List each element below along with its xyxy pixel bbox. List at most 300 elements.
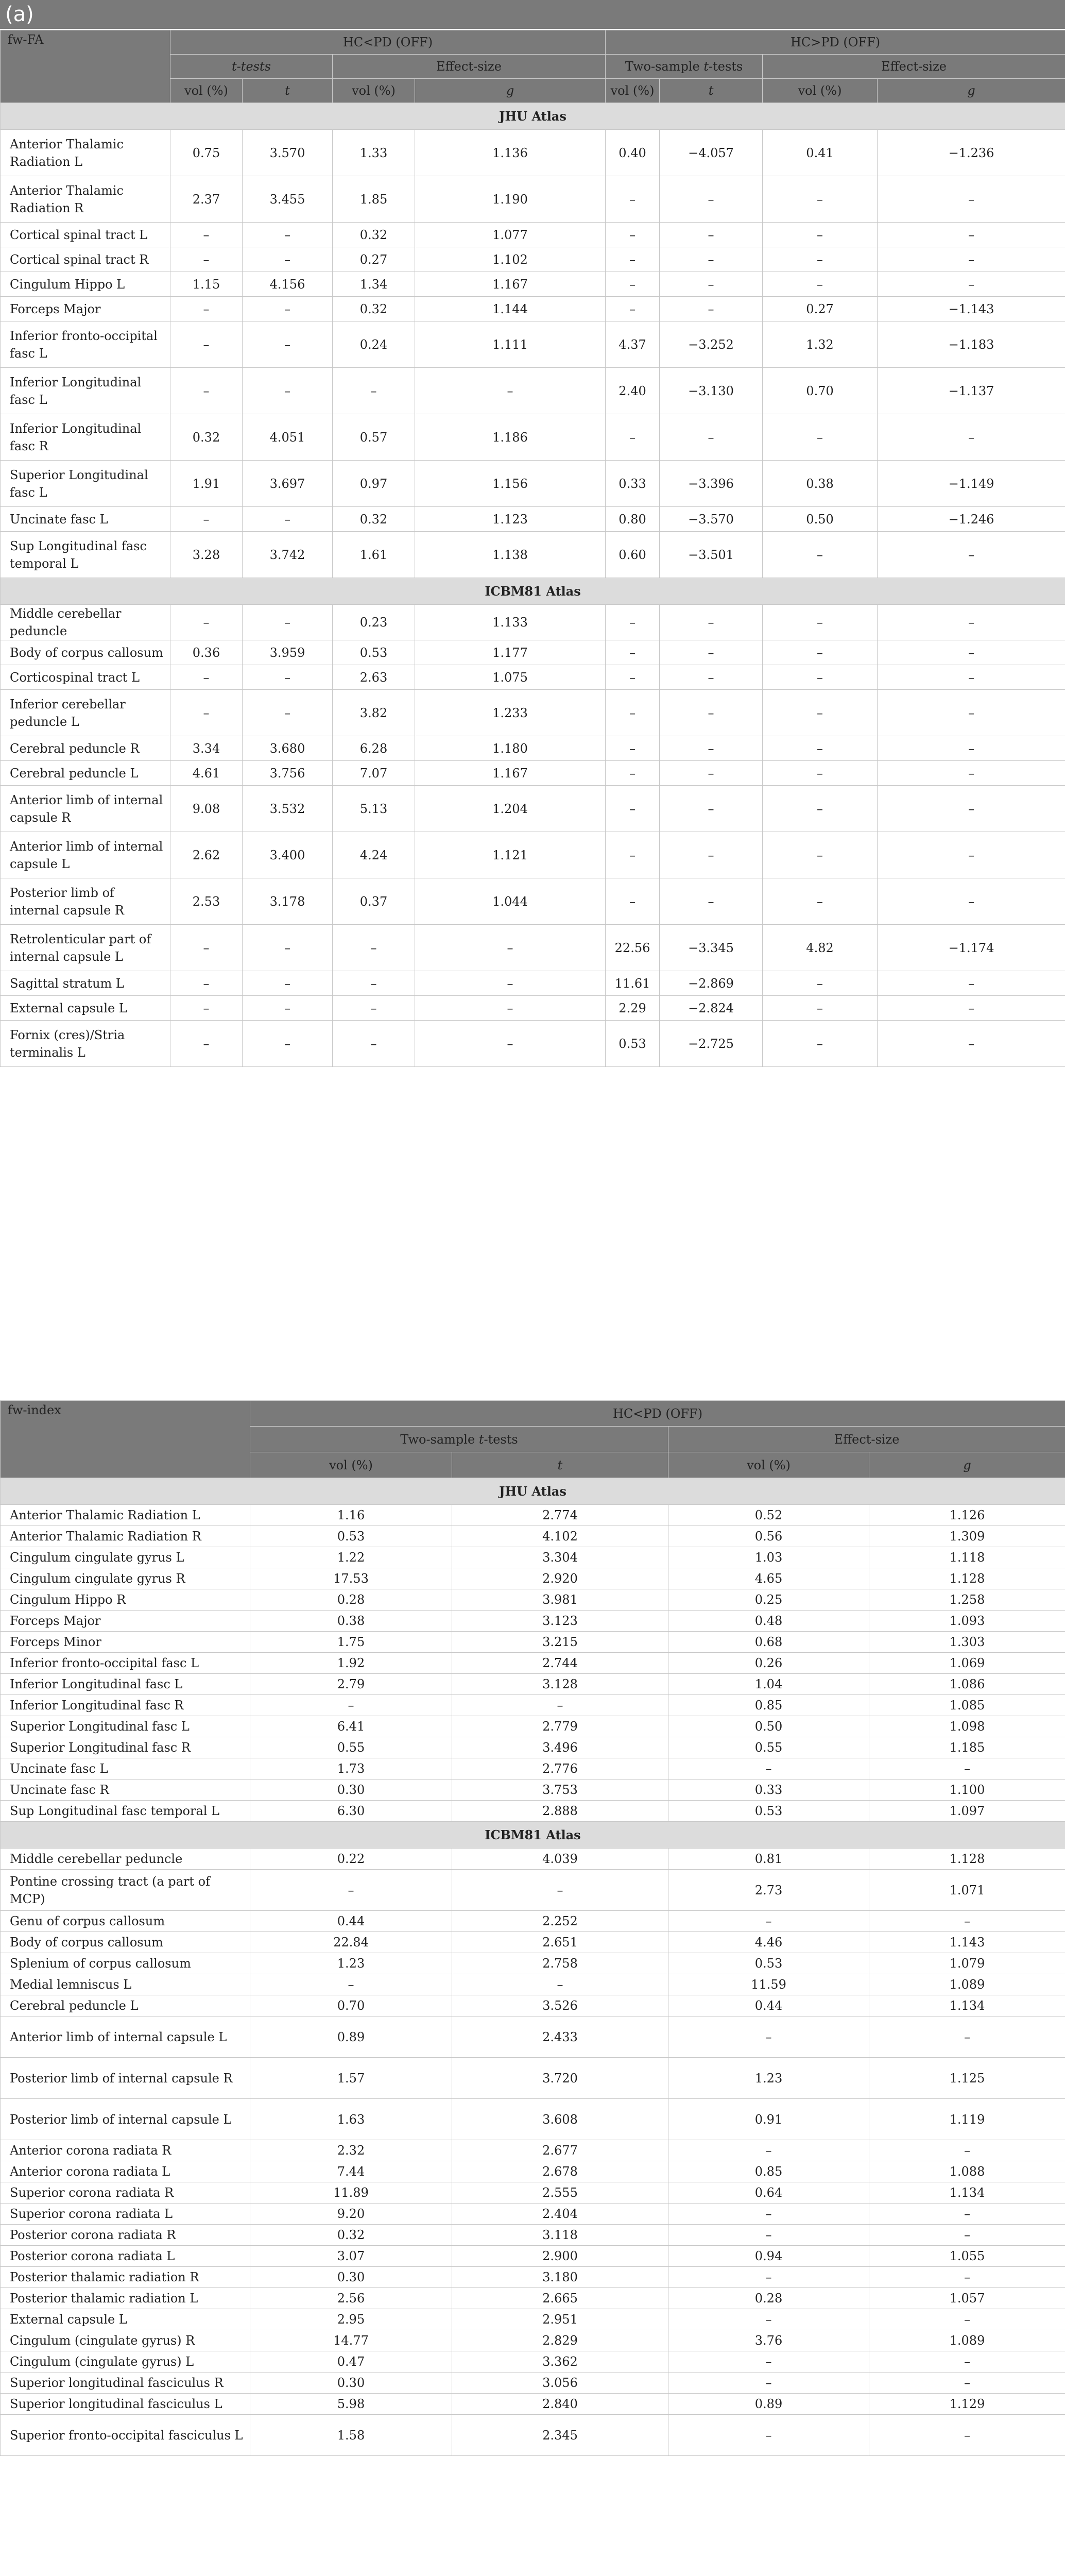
tract-name: Anterior limb of internal capsule L <box>1 832 170 878</box>
value-cell: – <box>878 996 1065 1021</box>
table-row <box>1 1737 1065 1758</box>
value-cell: – <box>763 786 878 832</box>
value-cell: 4.65 <box>668 1568 869 1589</box>
tract-name: Cortical spinal tract L <box>1 223 170 247</box>
tract-name: Cingulum cingulate gyrus L <box>1 1547 250 1568</box>
value-cell: – <box>660 665 763 690</box>
value-cell: 2.677 <box>452 2140 668 2161</box>
value-cell: 0.40 <box>606 130 660 176</box>
table-row <box>1 1995 1065 2016</box>
tract-name: Superior Longitudinal fasc R <box>1 1737 250 1758</box>
value-cell: 3.123 <box>452 1611 668 1632</box>
table-row <box>1 1758 1065 1780</box>
value-cell: 3.981 <box>452 1589 668 1611</box>
value-cell: 1.126 <box>869 1505 1065 1526</box>
tract-name: Inferior Longitudinal fasc R <box>1 1695 250 1716</box>
value-cell: 1.057 <box>869 2288 1065 2309</box>
value-cell: – <box>170 368 243 414</box>
tract-name: Posterior thalamic radiation L <box>1 2288 250 2309</box>
value-cell: – <box>878 176 1065 223</box>
value-cell: – <box>878 605 1065 640</box>
table-row <box>1 832 1065 878</box>
table-row <box>1 2161 1065 2182</box>
value-cell: 2.37 <box>170 176 243 223</box>
value-cell: – <box>668 2267 869 2288</box>
value-cell: 3.570 <box>243 130 333 176</box>
tract-name: Uncinate fasc L <box>1 507 170 532</box>
value-cell: 3.720 <box>452 2058 668 2099</box>
table-row <box>1 2267 1065 2288</box>
value-cell: 0.48 <box>668 1611 869 1632</box>
value-cell: 1.63 <box>250 2099 452 2140</box>
table-row <box>1 223 1065 247</box>
value-cell: – <box>243 605 333 640</box>
table-row <box>1 1611 1065 1632</box>
value-cell: 6.41 <box>250 1716 452 1737</box>
value-cell: – <box>452 1695 668 1716</box>
value-cell: 1.75 <box>250 1632 452 1653</box>
value-cell: 0.33 <box>606 461 660 507</box>
tract-name: Superior corona radiata R <box>1 2182 250 2204</box>
value-cell: 1.23 <box>668 2058 869 2099</box>
table-row <box>1 2204 1065 2225</box>
value-cell: – <box>333 925 415 971</box>
value-cell: – <box>878 690 1065 736</box>
value-cell: – <box>333 996 415 1021</box>
table-row <box>1 1526 1065 1547</box>
value-cell: 3.362 <box>452 2351 668 2372</box>
value-cell: 1.125 <box>869 2058 1065 2099</box>
value-cell: – <box>668 1911 869 1932</box>
tract-name: Cerebral peduncle R <box>1 736 170 761</box>
table-row <box>1 878 1065 925</box>
group-header: HC<PD (OFF) <box>250 1401 1065 1427</box>
value-cell: – <box>606 272 660 297</box>
subgroup-header: Effect-size <box>668 1427 1065 1452</box>
value-cell: 0.81 <box>668 1849 869 1870</box>
value-cell: – <box>606 247 660 272</box>
tract-name: Anterior Thalamic Radiation L <box>1 1505 250 1526</box>
table-row <box>1 1589 1065 1611</box>
value-cell: 0.64 <box>668 2182 869 2204</box>
table-row <box>1 247 1065 272</box>
tract-name: Forceps Major <box>1 1611 250 1632</box>
tract-name: Cingulum Hippo L <box>1 272 170 297</box>
value-cell: – <box>668 2016 869 2058</box>
value-cell: 0.52 <box>668 1505 869 1526</box>
value-cell: 4.82 <box>763 925 878 971</box>
value-cell: 1.119 <box>869 2099 1065 2140</box>
value-cell: 1.128 <box>869 1568 1065 1589</box>
value-cell: – <box>660 878 763 925</box>
value-cell: 2.779 <box>452 1716 668 1737</box>
value-cell: 0.57 <box>333 414 415 461</box>
table-row <box>1 1911 1065 1932</box>
value-cell: – <box>869 2016 1065 2058</box>
value-cell: 1.33 <box>333 130 415 176</box>
value-cell: – <box>878 878 1065 925</box>
value-cell: 1.134 <box>869 1995 1065 2016</box>
value-cell: – <box>243 665 333 690</box>
tract-name: Superior Longitudinal fasc L <box>1 461 170 507</box>
value-cell: – <box>660 761 763 786</box>
value-cell: – <box>878 532 1065 578</box>
value-cell: – <box>415 971 606 996</box>
value-cell: – <box>660 414 763 461</box>
value-cell: 2.40 <box>606 368 660 414</box>
value-cell: 2.433 <box>452 2016 668 2058</box>
column-header: g <box>878 79 1065 103</box>
value-cell: 0.27 <box>763 297 878 321</box>
table-row <box>1 1870 1065 1911</box>
value-cell: 2.840 <box>452 2394 668 2415</box>
value-cell: – <box>243 507 333 532</box>
value-cell: 1.121 <box>415 832 606 878</box>
value-cell: – <box>243 368 333 414</box>
value-cell: – <box>869 1758 1065 1780</box>
tract-name: Anterior limb of internal capsule R <box>1 786 170 832</box>
tract-name: Medial lemniscus L <box>1 1974 250 1995</box>
value-cell: – <box>660 223 763 247</box>
value-cell: – <box>668 2372 869 2394</box>
value-cell: 3.532 <box>243 786 333 832</box>
value-cell: – <box>668 2225 869 2246</box>
tract-name: Forceps Major <box>1 297 170 321</box>
value-cell: 0.28 <box>668 2288 869 2309</box>
value-cell: – <box>660 247 763 272</box>
value-cell: – <box>170 665 243 690</box>
subgroup-header: Two-sample t-tests <box>606 55 763 79</box>
value-cell: 5.13 <box>333 786 415 832</box>
table-row <box>1 1632 1065 1653</box>
value-cell: – <box>243 223 333 247</box>
tract-name: Retrolenticular part of internal capsule L <box>1 925 170 971</box>
table-row <box>1 2394 1065 2415</box>
value-cell: – <box>415 925 606 971</box>
value-cell: – <box>170 605 243 640</box>
table-row <box>1 761 1065 786</box>
value-cell: – <box>878 1021 1065 1067</box>
value-cell: 3.118 <box>452 2225 668 2246</box>
value-cell: – <box>660 690 763 736</box>
tract-name: Superior longitudinal fasciculus R <box>1 2372 250 2394</box>
column-header: g <box>869 1452 1065 1478</box>
value-cell: 1.093 <box>869 1611 1065 1632</box>
value-cell: 0.53 <box>668 1801 869 1822</box>
value-cell: 0.89 <box>250 2016 452 2058</box>
value-cell: – <box>243 996 333 1021</box>
value-cell: 0.24 <box>333 321 415 368</box>
column-header: g <box>415 79 606 103</box>
value-cell: 1.73 <box>250 1758 452 1780</box>
value-cell: – <box>333 1021 415 1067</box>
value-cell: 3.753 <box>452 1780 668 1801</box>
value-cell: −4.057 <box>660 130 763 176</box>
value-cell: 1.23 <box>250 1953 452 1974</box>
value-cell: 11.61 <box>606 971 660 996</box>
value-cell: – <box>869 2309 1065 2330</box>
tract-name: Cerebral peduncle L <box>1 761 170 786</box>
tract-name: Genu of corpus callosum <box>1 1911 250 1932</box>
value-cell: – <box>170 321 243 368</box>
atlas-label: ICBM81 Atlas <box>1 1822 1065 1849</box>
value-cell: – <box>660 736 763 761</box>
fw-fa-header <box>1 30 1065 103</box>
tract-name: Inferior Longitudinal fasc L <box>1 368 170 414</box>
value-cell: – <box>763 176 878 223</box>
table-row <box>1 925 1065 971</box>
value-cell: 3.680 <box>243 736 333 761</box>
value-cell: – <box>415 1021 606 1067</box>
value-cell: 2.252 <box>452 1911 668 1932</box>
subgroup-header: Effect-size <box>333 55 606 79</box>
column-header: vol (%) <box>250 1452 452 1478</box>
value-cell: – <box>869 2351 1065 2372</box>
value-cell: 0.89 <box>668 2394 869 2415</box>
subgroup-header: Effect-size <box>763 55 1065 79</box>
value-cell: – <box>452 1974 668 1995</box>
value-cell: 2.678 <box>452 2161 668 2182</box>
value-cell: 2.63 <box>333 665 415 690</box>
tract-name: Superior Longitudinal fasc L <box>1 1716 250 1737</box>
tract-name: Inferior fronto-occipital fasc L <box>1 321 170 368</box>
value-cell: – <box>763 223 878 247</box>
value-cell: 1.190 <box>415 176 606 223</box>
value-cell: – <box>243 925 333 971</box>
tract-name: Splenium of corpus callosum <box>1 1953 250 1974</box>
value-cell: 1.233 <box>415 690 606 736</box>
fw-fa-body <box>1 103 1065 1067</box>
table-row <box>1 1801 1065 1822</box>
value-cell: – <box>763 996 878 1021</box>
value-cell: – <box>415 368 606 414</box>
value-cell: – <box>660 297 763 321</box>
column-header: vol (%) <box>606 79 660 103</box>
value-cell: 0.30 <box>250 2372 452 2394</box>
value-cell: 1.57 <box>250 2058 452 2099</box>
table-row <box>1 605 1065 640</box>
value-cell: – <box>763 532 878 578</box>
value-cell: 0.80 <box>606 507 660 532</box>
value-cell: 6.30 <box>250 1801 452 1822</box>
value-cell: 3.608 <box>452 2099 668 2140</box>
value-cell: – <box>660 786 763 832</box>
value-cell: 4.46 <box>668 1932 869 1953</box>
value-cell: 6.28 <box>333 736 415 761</box>
tract-name: Anterior corona radiata R <box>1 2140 250 2161</box>
value-cell: – <box>878 640 1065 665</box>
value-cell: – <box>243 1021 333 1067</box>
value-cell: 11.59 <box>668 1974 869 1995</box>
table-row <box>1 130 1065 176</box>
tract-name: Cingulum (cingulate gyrus) R <box>1 2330 250 2351</box>
table-row <box>1 2330 1065 2351</box>
value-cell: 2.774 <box>452 1505 668 1526</box>
value-cell: 0.32 <box>333 223 415 247</box>
tract-name: Cingulum cingulate gyrus R <box>1 1568 250 1589</box>
value-cell: 3.742 <box>243 532 333 578</box>
value-cell: 1.102 <box>415 247 606 272</box>
tract-name: Superior longitudinal fasciculus L <box>1 2394 250 2415</box>
value-cell: 1.085 <box>869 1695 1065 1716</box>
value-cell: – <box>606 761 660 786</box>
table-row <box>1 1780 1065 1801</box>
value-cell: – <box>170 690 243 736</box>
value-cell: 11.89 <box>250 2182 452 2204</box>
tract-name: Posterior thalamic radiation R <box>1 2267 250 2288</box>
tract-name: Posterior corona radiata R <box>1 2225 250 2246</box>
tract-name: Anterior corona radiata L <box>1 2161 250 2182</box>
value-cell: 1.167 <box>415 761 606 786</box>
value-cell: – <box>250 1870 452 1911</box>
tract-name: Pontine crossing tract (a part of MCP) <box>1 1870 250 1911</box>
value-cell: 1.129 <box>869 2394 1065 2415</box>
value-cell: 4.102 <box>452 1526 668 1547</box>
value-cell: – <box>243 321 333 368</box>
table-row <box>1 414 1065 461</box>
value-cell: 0.53 <box>250 1526 452 1547</box>
value-cell: 0.70 <box>250 1995 452 2016</box>
value-cell: −3.345 <box>660 925 763 971</box>
table-row <box>1 272 1065 297</box>
table-row <box>1 1974 1065 1995</box>
value-cell: 4.156 <box>243 272 333 297</box>
value-cell: 0.53 <box>668 1953 869 1974</box>
value-cell: – <box>763 247 878 272</box>
value-cell: 0.97 <box>333 461 415 507</box>
value-cell: 1.111 <box>415 321 606 368</box>
value-cell: 1.85 <box>333 176 415 223</box>
table-row <box>1 368 1065 414</box>
tract-name: Cingulum (cingulate gyrus) L <box>1 2351 250 2372</box>
value-cell: 1.077 <box>415 223 606 247</box>
tract-name: Body of corpus callosum <box>1 640 170 665</box>
value-cell: 2.555 <box>452 2182 668 2204</box>
value-cell: – <box>763 1021 878 1067</box>
value-cell: – <box>869 2140 1065 2161</box>
value-cell: 22.84 <box>250 1932 452 1953</box>
table-row <box>1 1547 1065 1568</box>
value-cell: – <box>606 223 660 247</box>
value-cell: 1.128 <box>869 1849 1065 1870</box>
value-cell: 0.22 <box>250 1849 452 1870</box>
value-cell: – <box>763 605 878 640</box>
value-cell: 3.07 <box>250 2246 452 2267</box>
value-cell: 7.44 <box>250 2161 452 2182</box>
value-cell: – <box>606 297 660 321</box>
value-cell: 3.82 <box>333 690 415 736</box>
value-cell: 0.38 <box>763 461 878 507</box>
value-cell: 2.758 <box>452 1953 668 1974</box>
table-row <box>1 297 1065 321</box>
tract-name: Anterior Thalamic Radiation L <box>1 130 170 176</box>
table-row <box>1 2372 1065 2394</box>
fw-index-body <box>1 1478 1065 2456</box>
tract-name: Sagittal stratum L <box>1 971 170 996</box>
fw-index-table <box>0 1400 1065 2456</box>
value-cell: −3.570 <box>660 507 763 532</box>
value-cell: 1.258 <box>869 1589 1065 1611</box>
value-cell: 1.098 <box>869 1716 1065 1737</box>
value-cell: – <box>869 2225 1065 2246</box>
table-row <box>1 640 1065 665</box>
tract-name: Cingulum Hippo R <box>1 1589 250 1611</box>
value-cell: – <box>170 223 243 247</box>
group-header: HC<PD (OFF) <box>170 30 606 55</box>
table-row <box>1 1716 1065 1737</box>
value-cell: 2.56 <box>250 2288 452 2309</box>
tract-name: Forceps Minor <box>1 1632 250 1653</box>
value-cell: – <box>878 223 1065 247</box>
value-cell: 0.37 <box>333 878 415 925</box>
value-cell: 1.15 <box>170 272 243 297</box>
atlas-section-header <box>1 1478 1065 1505</box>
tract-name: Posterior limb of internal capsule L <box>1 2099 250 2140</box>
table-row <box>1 532 1065 578</box>
value-cell: – <box>606 786 660 832</box>
value-cell: 9.20 <box>250 2204 452 2225</box>
subgroup-header: Two-sample t-tests <box>250 1427 668 1452</box>
value-cell: 0.50 <box>668 1716 869 1737</box>
value-cell: – <box>878 665 1065 690</box>
tract-name: Inferior fronto-occipital fasc L <box>1 1653 250 1674</box>
value-cell: −1.236 <box>878 130 1065 176</box>
value-cell: −1.137 <box>878 368 1065 414</box>
value-cell: 1.92 <box>250 1653 452 1674</box>
value-cell: – <box>170 247 243 272</box>
value-cell: 2.345 <box>452 2415 668 2456</box>
section-a-label: (a) <box>0 0 1065 29</box>
value-cell: 2.32 <box>250 2140 452 2161</box>
table-row <box>1 176 1065 223</box>
value-cell: 2.79 <box>250 1674 452 1695</box>
column-header: t <box>452 1452 668 1478</box>
value-cell: 1.91 <box>170 461 243 507</box>
table-row <box>1 1653 1065 1674</box>
value-cell: 1.58 <box>250 2415 452 2456</box>
value-cell: – <box>878 832 1065 878</box>
value-cell: 1.22 <box>250 1547 452 1568</box>
value-cell: – <box>878 971 1065 996</box>
table-row <box>1 786 1065 832</box>
tract-name: Anterior Thalamic Radiation R <box>1 1526 250 1547</box>
value-cell: 1.071 <box>869 1870 1065 1911</box>
value-cell: – <box>869 2204 1065 2225</box>
tract-name: Anterior limb of internal capsule L <box>1 2016 250 2058</box>
tract-name: Middle cerebellar peduncle <box>1 1849 250 1870</box>
value-cell: 1.136 <box>415 130 606 176</box>
value-cell: 1.61 <box>333 532 415 578</box>
table-row <box>1 2182 1065 2204</box>
table-title: fw-FA <box>1 30 170 103</box>
value-cell: 1.180 <box>415 736 606 761</box>
atlas-section-header <box>1 103 1065 130</box>
table-row <box>1 2246 1065 2267</box>
table-row <box>1 1021 1065 1067</box>
value-cell: – <box>763 878 878 925</box>
value-cell: 0.23 <box>333 605 415 640</box>
value-cell: 1.167 <box>415 272 606 297</box>
value-cell: – <box>763 272 878 297</box>
value-cell: – <box>606 878 660 925</box>
value-cell: −1.149 <box>878 461 1065 507</box>
value-cell: 0.68 <box>668 1632 869 1653</box>
value-cell: 3.959 <box>243 640 333 665</box>
value-cell: −2.869 <box>660 971 763 996</box>
column-header: vol (%) <box>333 79 415 103</box>
value-cell: – <box>878 786 1065 832</box>
value-cell: – <box>869 2415 1065 2456</box>
